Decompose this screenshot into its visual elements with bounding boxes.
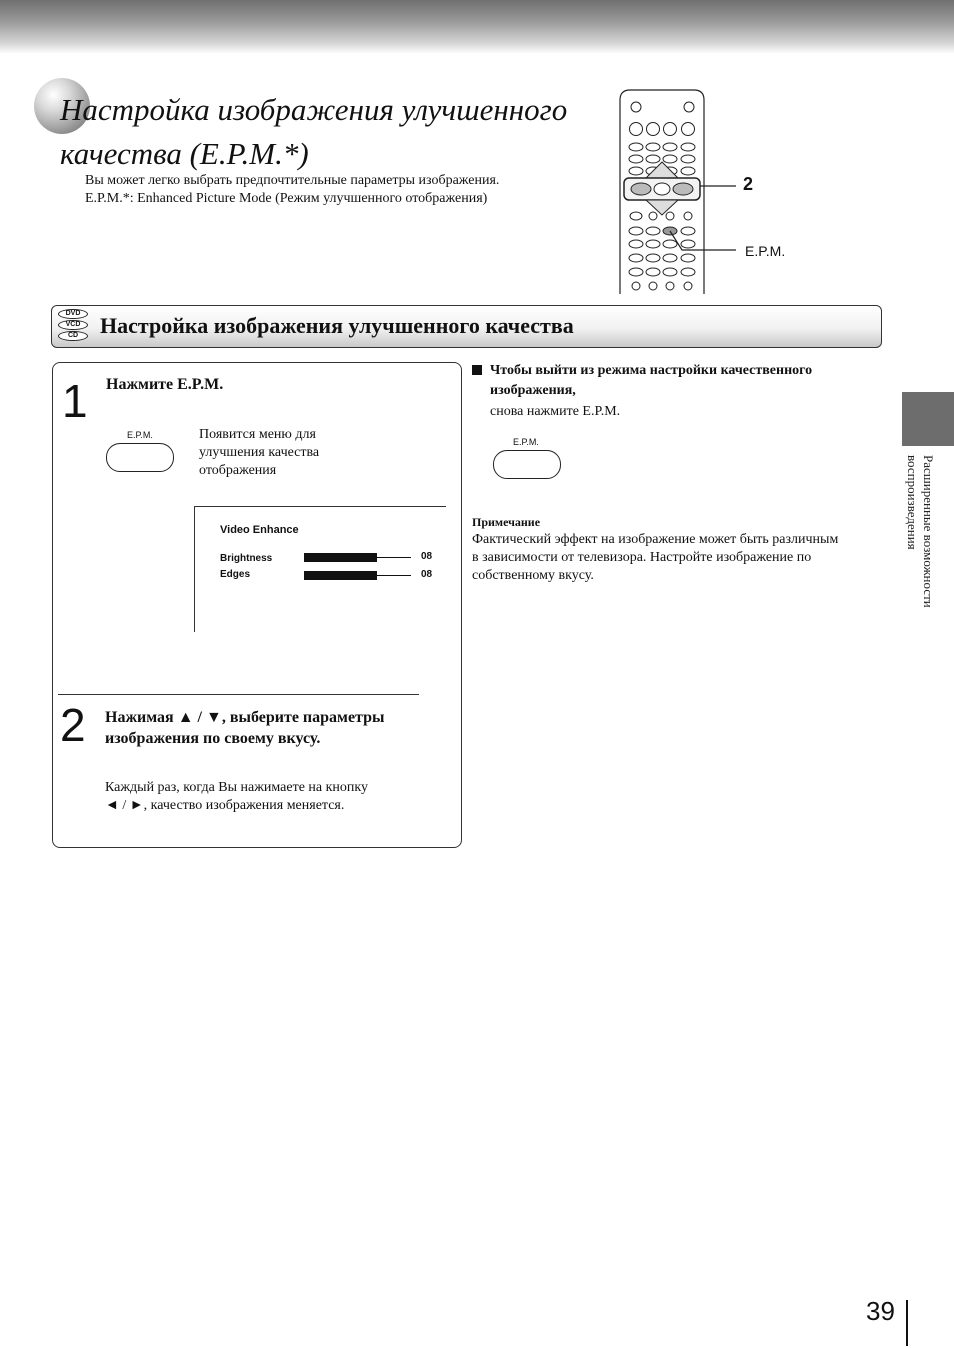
- step-2-number: 2: [60, 699, 86, 751]
- square-bullet-icon: [472, 365, 482, 375]
- video-enhance-title: Video Enhance: [220, 524, 299, 536]
- step-divider: [58, 694, 419, 695]
- step-2-body: Каждый раз, когда Вы нажимаете на кнопку ◄ / ►, качество изображения меняется.: [105, 780, 369, 813]
- brightness-leader-line: [377, 557, 411, 558]
- brightness-level-bar: [304, 553, 377, 562]
- exit-button-caption: E.P.M.: [513, 437, 539, 447]
- remote-callout-epm: E.P.M.: [745, 243, 786, 259]
- intro-text: [85, 172, 585, 208]
- page-number: 39: [866, 1296, 895, 1326]
- chapter-side-tab: [902, 392, 954, 446]
- note-heading: Примечание: [472, 515, 541, 529]
- step-1-number: 1: [62, 375, 88, 427]
- intro-line-1: Вы может легко выбрать предпочтительные параметры изображения.: [85, 173, 500, 188]
- brightness-label: Brightness: [220, 553, 273, 564]
- remote-control-illustration: [600, 84, 750, 296]
- remote-callout-2: 2: [743, 174, 754, 194]
- step-1-heading: Нажмите E.P.M.: [106, 376, 224, 393]
- exit-heading: Чтобы выйти из режима настройки качественного изображения,: [490, 363, 813, 398]
- edges-leader-line: [377, 575, 411, 576]
- chapter-side-label: Расширенные возможности воспроизведения: [905, 455, 936, 608]
- epm-button-icon-exit: [493, 450, 561, 479]
- menu-frame-top-edge: [194, 506, 446, 507]
- edges-value: 08: [421, 569, 433, 580]
- menu-frame-left-edge: [194, 506, 195, 632]
- vcd-badge-icon: VCD: [58, 320, 88, 330]
- edges-label: Edges: [220, 569, 251, 580]
- exit-body: снова нажмите E.P.M.: [490, 404, 621, 419]
- note-body: Фактический эффект на изображение может быть различным в зависимости от телевизора. Настройте изображение по собственному вкусу.: [472, 532, 839, 583]
- page-title: Настройка изображения улучшенного качества (E.P.M.*): [60, 92, 568, 171]
- cd-badge-icon: CD: [58, 331, 88, 341]
- step-1-description: Появится меню для улучшения качества отображения: [199, 427, 320, 478]
- step-1-button-caption: E.P.M.: [127, 430, 153, 440]
- brightness-value: 08: [421, 551, 433, 562]
- disc-compatibility-badges: [58, 309, 90, 342]
- step-2-heading: Нажимая ▲ / ▼, выберите параметры изображения по своему вкусу.: [105, 709, 385, 747]
- epm-button-icon: [106, 443, 174, 472]
- top-header-band: [0, 0, 954, 54]
- page-number-rule: [906, 1300, 908, 1346]
- edges-level-bar: [304, 571, 377, 580]
- section-title: Настройка изображения улучшенного качества: [100, 313, 574, 338]
- intro-line-2: E.P.M.*: Enhanced Picture Mode (Режим улучшенного отображения): [85, 191, 488, 206]
- dvd-badge-icon: DVD: [58, 309, 88, 319]
